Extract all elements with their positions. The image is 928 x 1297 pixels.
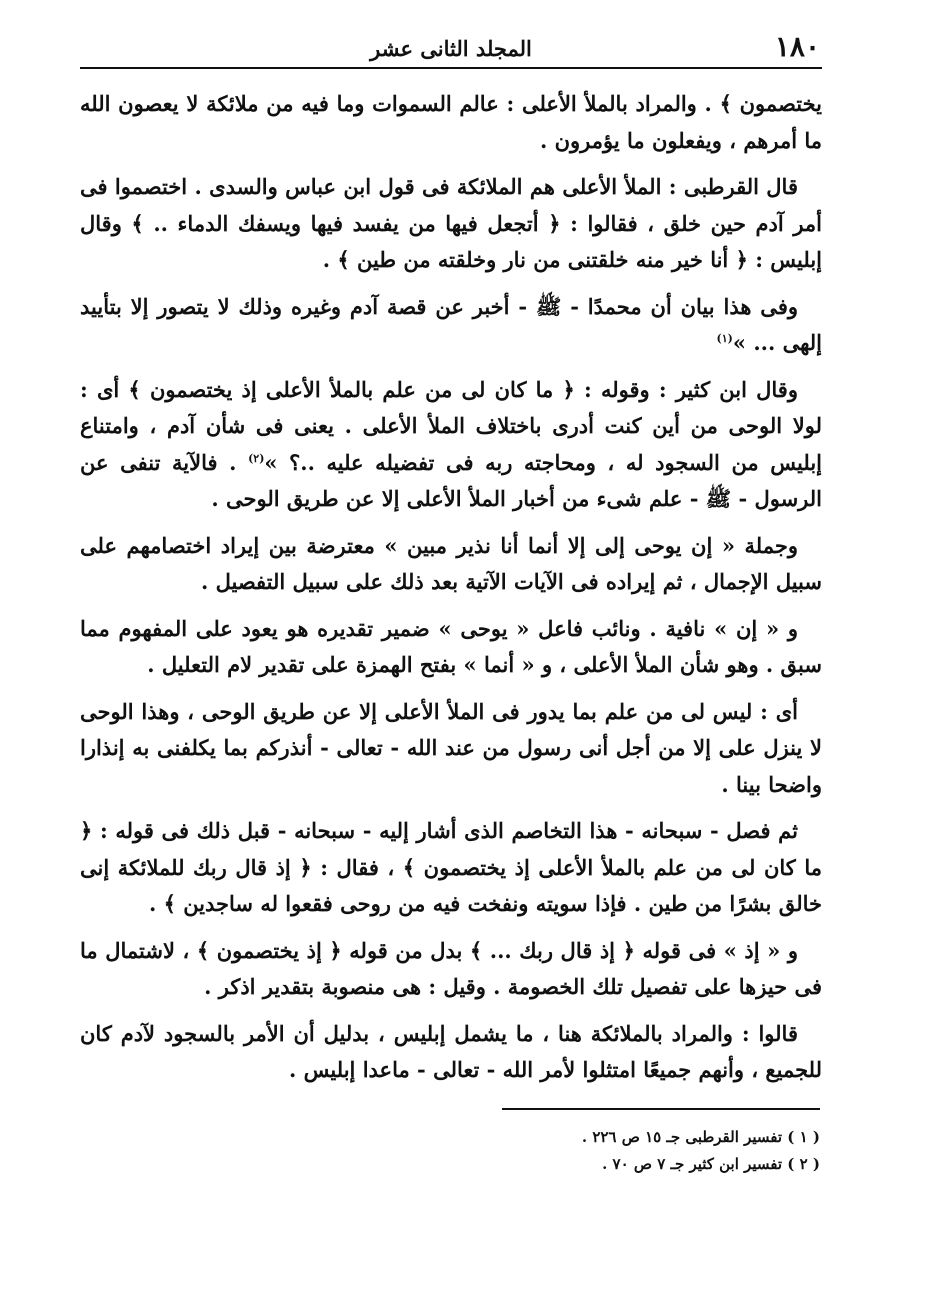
paragraph — [80, 813, 822, 923]
paragraph-text: يختصمون ﴾ . والمراد بالملأ الأعلى : عالم السموات وما فيه من ملائكة لا يعصون الله ما أمرهم ، ويفعلون ما يؤمرون . — [80, 91, 822, 153]
footnote-1: ( ١ ) تفسير القرطبى جـ ١٥ ص ٢٢٦ . — [581, 1128, 820, 1146]
paragraph — [80, 694, 822, 804]
page-number: ١٨٠ — [774, 30, 820, 63]
footnote-2: ( ٢ ) تفسير ابن كثير جـ ٧ ص ٧٠ . — [602, 1155, 820, 1173]
paragraph-text: و « إذ » فى قوله ﴿ إذ قال ربك ... ﴾ بدل من قوله ﴿ إذ يختصمون ﴾ ، لاشتمال ما فى حيزها على تفصيل تلك الخصومة . وقيل : هى منصوبة بتقدير اذكر . — [80, 937, 822, 999]
paragraph — [80, 528, 822, 601]
paragraph-text: وفى هذا بيان أن محمدًا - ﷺ - أخبر عن قصة آدم وغيره وذلك لا يتصور إلا بتأييد إلهى ... » — [80, 293, 822, 355]
paragraph-text: . فالآية تنفى عن الرسول - ﷺ - علم شىء من أخبار الملأ الأعلى إلا عن طريق الوحى . — [80, 449, 822, 511]
paragraph-text: ثم فصل - سبحانه - هذا التخاصم الذى أشار إليه - سبحانه - قبل ذلك فى قوله : ﴿ ما كان لى من علم بالملأ الأعلى إذ يختصمون ﴾ ، فقال : ﴿ إذ قال ربك للملائكة إنى خالق بشرًا من طين . فإذا سويته ونفخت فيه من روحى فقعوا له ساجدين ﴾ . — [80, 818, 822, 916]
paragraph-text: و « إن » نافية . ونائب فاعل « يوحى » ضمير تقديره هو يعود على المفهوم مما سبق . وهو شأن الملأ الأعلى ، و « أنما » بفتح الهمزة على تقدير لام التعليل . — [80, 615, 822, 677]
footnote-ref[interactable]: (١) — [716, 332, 733, 345]
page-body — [80, 86, 822, 1099]
header-rule — [80, 67, 822, 69]
footnote-ref[interactable]: (٢) — [248, 451, 265, 465]
paragraph-text: أى : ليس لى من علم بما يدور فى الملأ الأعلى إلا عن طريق الوحى ، وهذا الوحى لا ينزل على إلا من أجل أنى رسول من عند الله - تعالى - أنذركم بما يكلفنى به إنذارا واضحا بينا . — [80, 698, 823, 797]
footnote-rule — [502, 1108, 820, 1110]
footnotes — [480, 1124, 820, 1178]
paragraph — [80, 289, 822, 362]
running-title: المجلد الثانى عشر — [370, 36, 532, 61]
page-header — [80, 24, 822, 70]
paragraph-text: وجملة « إن يوحى إلى إلا أنما أنا نذير مبين » معترضة بين إيراد اختصامهم على سبيل الإجمال ، ثم إيراده فى الآيات الآتية بعد ذلك على سبيل التفصيل . — [80, 532, 822, 594]
paragraph — [80, 611, 822, 684]
paragraph-text: قال القرطبى : الملأ الأعلى هم الملائكة فى قول ابن عباس والسدى . اختصموا فى أمر آدم حين خلق ، فقالوا : ﴿ أتجعل فيها من يفسد فيها ويسفك الدماء .. ﴾ وقال إبليس : ﴿ أنا خير منه خلقتنى من نار وخلقته من طين ﴾ . — [80, 174, 822, 272]
paragraph-text: وقال ابن كثير : وقوله : ﴿ ما كان لى من علم بالملأ الأعلى إذ يختصمون ﴾ أى : لولا الوحى من أين كنت أدرى باختلاف الملأ الأعلى . يعنى فى شأن آدم ، وامتناع إبليس من السجود له ، ومحاجته ربه فى تفضيله عليه ..؟ » — [80, 376, 823, 475]
paragraph — [80, 933, 822, 1006]
paragraph-text: قالوا : والمراد بالملائكة هنا ، ما يشمل إبليس ، بدليل أن الأمر بالسجود لآدم كان للجميع ، وأنهم جميعًا امتثلوا لأمر الله - تعالى - ماعدا إبليس . — [80, 1020, 822, 1082]
paragraph — [80, 169, 822, 279]
paragraph — [80, 372, 822, 518]
paragraph — [80, 86, 822, 159]
paragraph — [80, 1016, 822, 1089]
